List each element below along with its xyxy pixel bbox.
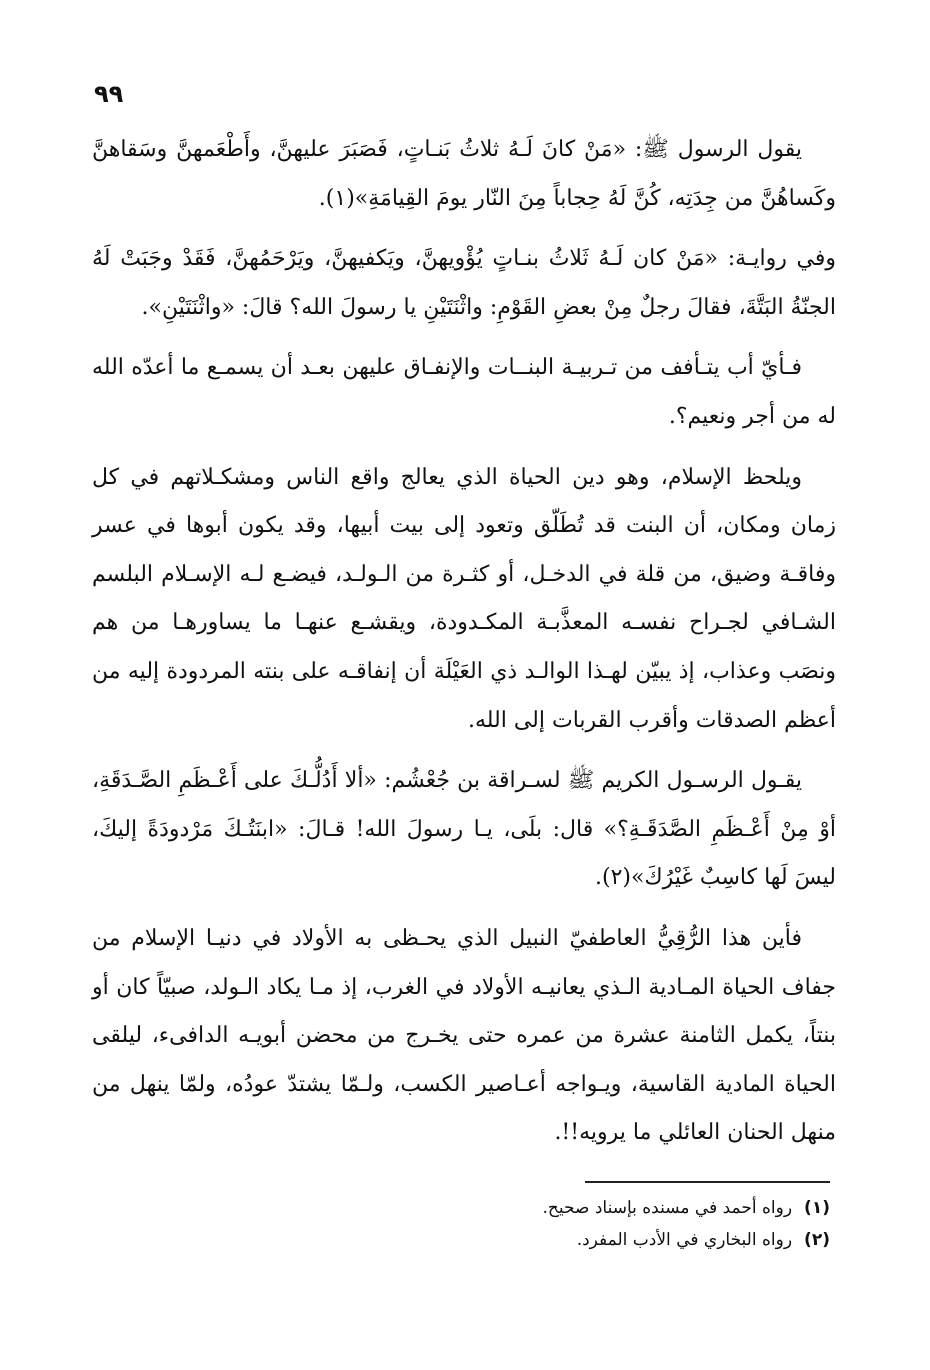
- footnote-number: (٢): [804, 1230, 830, 1250]
- paragraph-islam-observes: ويلحظ الإسلام، وهو دين الحياة الذي يعالج واقع الناس ومشكـلاتهم في كل زمان ومكان، أن البنت قد تُطَلّق وتعود إلى بيت أبيها، وقد يكون أبوها في عسر وفاقـة وضيق، من قلة في الدخـل، أو كثـرة من الـولـد، فيضـع لـه الإسـلام البلسم الشـافي لجـراح نفسـه المعذَّبـة المكـدودة، ويقشـع عنهـا ما يساورهـا من هم ونصَب وعذاب، إذ يبيّن لهـذا الوالـد ذي العَيْلَة أن إنفاقـه على بنته المردودة إليه من أعظم الصدقات وأقرب القربات إلى الله.: [92, 464, 836, 733]
- footnote-item: [380, 1192, 830, 1224]
- paragraph-narration: وفي روايـة: «مَنْ كان لَـهُ ثَلاثُ بنـاتٍ يُؤْويهنَّ، ويَكفيهنَّ، ويَرْحَمُهنَّ، فَقَدْ وجَبَتْ لَهُ الجنّةُ البَتَّةَ، فقالَ رجلٌ مِنْ بعضِ القَوْمِ: واثْنَتَيْنِ يا رسولَ الله؟ قالَ: «واثْنَتَيْنِ».: [92, 246, 836, 320]
- footnotes: [380, 1192, 830, 1256]
- footnote-divider: [585, 1181, 830, 1183]
- page-number: ٩٩: [94, 80, 124, 108]
- footnote-number: (١): [804, 1198, 830, 1218]
- footnote-text: رواه البخاري في الأدب المفرد.: [576, 1230, 793, 1250]
- paragraph-hadith-intro: يقول الرسول ﷺ: «مَنْ كانَ لَـهُ ثلاثُ بَنـاتٍ، فَصَبَرَ عليهنَّ، وأَطْعَمهنَّ وسَقاهنَّ وكَساهُنَّ من جِدَتِه، كُنَّ لَهُ حِجاباً مِنَ النّار يومَ القِيامَةِ»(١).: [92, 137, 836, 211]
- main-text: [92, 126, 836, 1170]
- paragraph-question: فـأيّ أب يتـأفف من تـربيـة البنــات والإنفـاق عليهن بعـد أن يسمـع ما أعدّه الله له من أجر ونعيم؟.: [92, 355, 836, 429]
- paragraph-suraqa-hadith: يقـول الرسـول الكريم ﷺ لسـراقة بن جُعْشُم: «ألا أَدُلُّـكَ على أَعْـظَمِ الصَّـدَقَةِ، أوْ مِنْ أَعْـظَمِ الصَّدَقَـةِ؟» قال: بلَى، يـا رسولَ الله! قـالَ: «ابنَتُـكَ مَرْدودَةً إليكَ، ليسَ لَها كاسِبٌ غَيْرُكَ»(٢).: [92, 768, 836, 891]
- footnote-text: رواه أحمد في مسنده بإسناد صحيح.: [542, 1198, 793, 1218]
- footnote-item: [380, 1224, 830, 1256]
- paragraph-comparison: فأين هذا الرُّقِيُّ العاطفيّ النبيل الذي يحـظى به الأولاد في دنيـا الإسلام من جفاف الحياة المـادية الـذي يعانيـه الأولاد في الغرب، إذ مـا يكاد الـولد، صبيّاً كان أو بنتاً، يكمل الثامنة عشرة من عمره حتى يخـرج من محضن أبويـه الدافىء، ليلقى الحياة المادية القاسية، ويـواجه أعـاصير الكسب، ولـمّا يشتدّ عودُه، ولمّا ينهل من منهل الحنان العائلي ما يرويه!!.: [92, 925, 836, 1146]
